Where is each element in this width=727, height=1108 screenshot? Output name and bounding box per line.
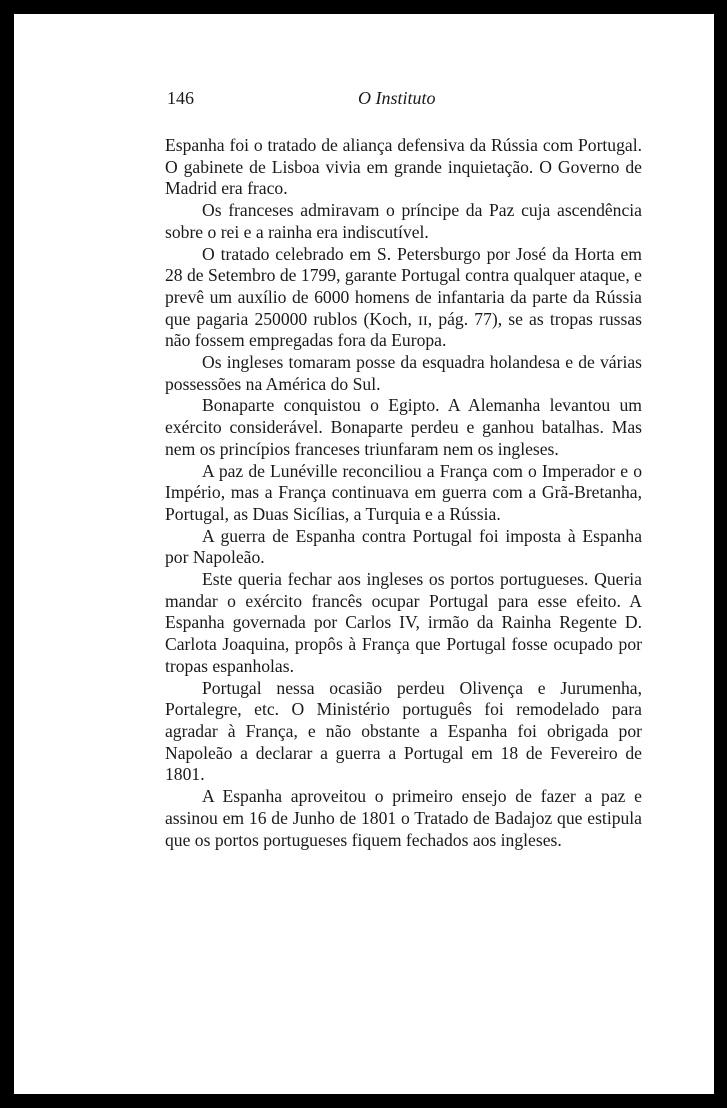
book-page [14, 14, 714, 1094]
paragraph: Os franceses admiravam o príncipe da Paz cuja ascendência sobre o rei e a rainha era indiscutível. [165, 200, 642, 242]
body-text [165, 135, 642, 851]
paragraph: Os ingleses tomaram posse da esquadra holandesa e de várias possessões na América do Sul. [165, 352, 642, 394]
running-title: O Instituto [358, 88, 436, 108]
page-number: 146 [167, 88, 194, 108]
paragraph: O tratado celebrado em S. Petersburgo por José da Horta em 28 de Setembro de 1799, garante Portugal contra qualquer ataque, e prevê um auxílio de 6000 homens de infantaria da parte da Rússia que pagaria 250000 rublos (Koch, ɪɪ, pág. 77), se as tropas russas não fossem empregadas fora da Europa. [165, 243, 642, 351]
paragraph: A paz de Lunéville reconciliou a França com o Imperador e o Império, mas a França continuava em guerra com a Grã-Bretanha, Portugal, as Duas Sicílias, a Turquia e a Rússia. [165, 460, 642, 524]
page-header [167, 88, 512, 114]
paragraph: Portugal nessa ocasião perdeu Olivença e Jurumenha, Portalegre, etc. O Ministério português foi remodelado para agradar à França, e não obstante a Espanha foi obrigada por Napoleão a declarar a guerra a Portugal em 18 de Fevereiro de 1801. [165, 677, 642, 785]
paragraph: A guerra de Espanha contra Portugal foi imposta à Espanha por Napoleão. [165, 525, 642, 568]
paragraph: Bonaparte conquistou o Egipto. A Alemanha levantou um exército considerável. Bonaparte perdeu e ganhou batalhas. Mas nem os princípios franceses triunfaram nem os ingleses. [165, 395, 642, 459]
paragraph: Este queria fechar aos ingleses os portos portugueses. Queria mandar o exército francês ocupar Portugal para esse efeito. A Espanha governada por Carlos IV, irmão da Rainha Regente D. Carlota Joaquina, propôs à França que Portugal fosse ocupado por tropas espanholas. [165, 569, 642, 676]
paragraph: Espanha foi o tratado de aliança defensiva da Rússia com Portugal. O gabinete de Lisboa vivia em grande inquietação. O Governo de Madrid era fraco. [165, 135, 642, 199]
paragraph: A Espanha aproveitou o primeiro ensejo de fazer a paz e assinou em 16 de Junho de 1801 o Tratado de Badajoz que estipula que os portos portugueses fiquem fechados aos ingleses. [165, 786, 642, 850]
